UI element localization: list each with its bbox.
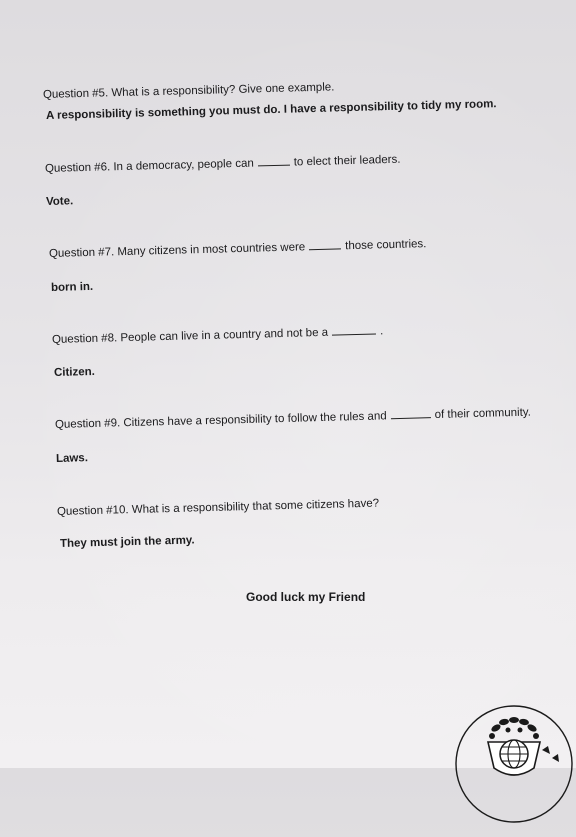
question-10-text: Question #10. What is a responsibility that some citizens have? bbox=[56, 497, 380, 518]
question-5-text: Question #5. What is a responsibility? Give one example. bbox=[42, 81, 335, 101]
answer-blank bbox=[309, 239, 341, 250]
question-8 bbox=[52, 324, 384, 346]
answer-10 bbox=[60, 534, 195, 550]
answer-5 bbox=[46, 98, 497, 122]
question-7-text: Question #7. Many citizens in most countries were bbox=[48, 241, 306, 260]
question-9 bbox=[55, 406, 531, 431]
answer-blank bbox=[390, 408, 430, 419]
answer-6-text: Vote. bbox=[45, 195, 74, 208]
answer-8-text: Citizen. bbox=[53, 365, 96, 379]
answer-9 bbox=[56, 452, 88, 465]
question-8-text-after: . bbox=[379, 325, 384, 338]
question-6-text-after: to elect their leaders. bbox=[293, 153, 401, 169]
answer-6 bbox=[46, 195, 74, 208]
answer-blank bbox=[258, 156, 290, 167]
answer-blank bbox=[332, 325, 376, 336]
answer-5-text: A responsibility is something you must do. I have a responsibility to tidy my room. bbox=[45, 98, 497, 122]
question-9-text-after: of their community. bbox=[434, 406, 532, 422]
question-7-text-after: those countries. bbox=[345, 238, 427, 253]
question-5 bbox=[43, 81, 335, 101]
answer-9-text: Laws. bbox=[55, 452, 89, 465]
question-6 bbox=[45, 153, 401, 175]
question-9-text: Question #9. Citizens have a responsibility to follow the rules and bbox=[54, 410, 387, 431]
closing-message: Good luck my Friend bbox=[246, 590, 366, 604]
globe-shield-emblem-icon bbox=[452, 702, 576, 832]
answer-8 bbox=[54, 366, 95, 379]
answer-7-text: born in. bbox=[50, 280, 94, 294]
question-6-text: Question #6. In a democracy, people can bbox=[44, 157, 254, 175]
answer-10-text: They must join the army. bbox=[59, 534, 195, 550]
question-8-text: Question #8. People can live in a country and not be a bbox=[51, 326, 329, 346]
answer-7 bbox=[51, 281, 93, 294]
question-10 bbox=[57, 498, 379, 518]
question-7 bbox=[49, 237, 427, 260]
